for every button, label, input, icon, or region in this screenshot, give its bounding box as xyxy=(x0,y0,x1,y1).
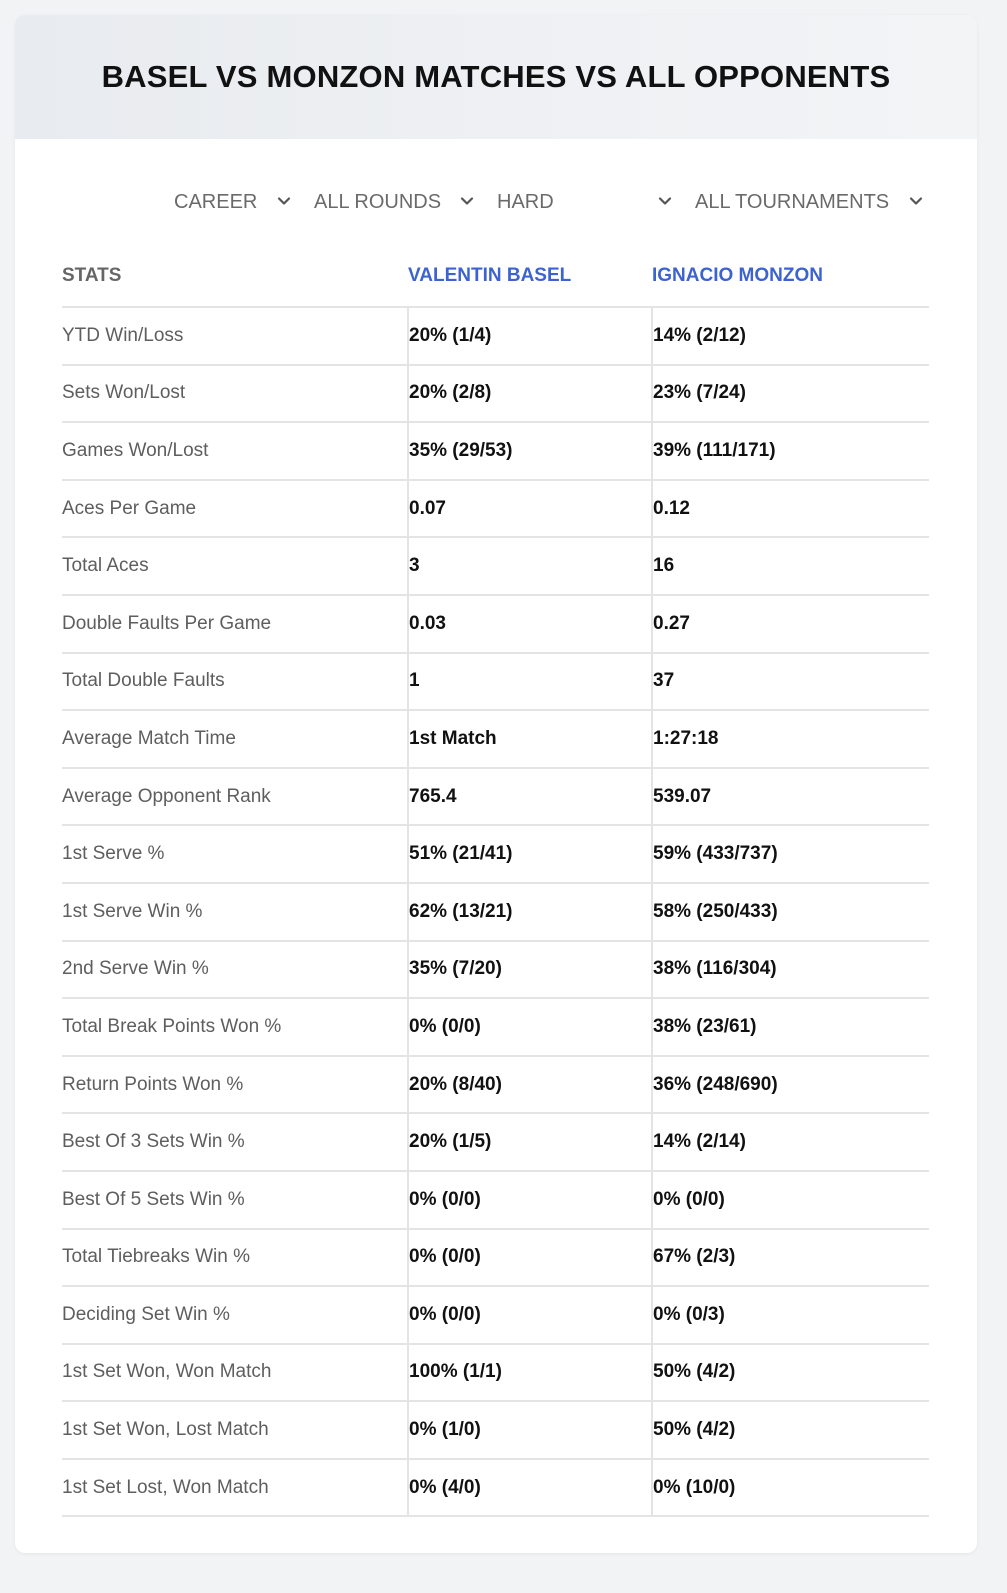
player2-value: 0% (0/3) xyxy=(652,1286,929,1344)
table-row xyxy=(62,1056,929,1114)
filter-label: ALL TOURNAMENTS xyxy=(695,190,890,213)
stat-label: Double Faults Per Game xyxy=(62,595,408,653)
table-row xyxy=(62,1459,929,1517)
table-row xyxy=(62,1113,929,1171)
chevron-down-icon xyxy=(909,194,923,208)
player2-value: 23% (7/24) xyxy=(652,365,929,423)
table-row xyxy=(62,998,929,1056)
player1-value: 0% (0/0) xyxy=(408,1229,652,1287)
table-row xyxy=(62,825,929,883)
page-title: BASEL VS MONZON MATCHES VS ALL OPPONENTS xyxy=(101,59,891,94)
table-row xyxy=(62,1286,929,1344)
surface-filter-select[interactable] xyxy=(497,187,554,217)
player2-value: 1:27:18 xyxy=(652,710,929,768)
career-filter-select[interactable] xyxy=(174,187,257,217)
tournaments-filter-select[interactable] xyxy=(695,187,889,217)
player1-value: 51% (21/41) xyxy=(408,825,652,883)
player2-value: 37 xyxy=(652,653,929,711)
player2-value: 0.27 xyxy=(652,595,929,653)
player1-value: 20% (8/40) xyxy=(408,1056,652,1114)
stat-label: Average Match Time xyxy=(62,710,408,768)
chevron-down-icon xyxy=(277,194,291,208)
player2-value: 16 xyxy=(652,537,929,595)
stat-label: Return Points Won % xyxy=(62,1056,408,1114)
player2-value: 67% (2/3) xyxy=(652,1229,929,1287)
stat-label: Average Opponent Rank xyxy=(62,768,408,826)
stat-label: 1st Set Won, Won Match xyxy=(62,1344,408,1402)
player1-value: 20% (1/4) xyxy=(408,307,652,365)
stat-label: Total Break Points Won % xyxy=(62,998,408,1056)
player1-value: 0.03 xyxy=(408,595,652,653)
stat-label: YTD Win/Loss xyxy=(62,307,408,365)
player1-value: 765.4 xyxy=(408,768,652,826)
table-row xyxy=(62,595,929,653)
h2h-stats-card xyxy=(15,15,977,1553)
table-row xyxy=(62,941,929,999)
player2-value: 50% (4/2) xyxy=(652,1401,929,1459)
stat-label: 1st Set Won, Lost Match xyxy=(62,1401,408,1459)
player2-value: 39% (111/171) xyxy=(652,422,929,480)
player1-value: 100% (1/1) xyxy=(408,1344,652,1402)
player2-value: 0.12 xyxy=(652,480,929,538)
table-row xyxy=(62,480,929,538)
table-row xyxy=(62,1229,929,1287)
player1-value: 0% (0/0) xyxy=(408,1171,652,1229)
stat-label: Deciding Set Win % xyxy=(62,1286,408,1344)
player2-value: 59% (433/737) xyxy=(652,825,929,883)
player2-value: 539.07 xyxy=(652,768,929,826)
player2-value: 50% (4/2) xyxy=(652,1344,929,1402)
stat-label: 1st Set Lost, Won Match xyxy=(62,1459,408,1517)
player1-value: 35% (7/20) xyxy=(408,941,652,999)
player2-value: 14% (2/14) xyxy=(652,1113,929,1171)
table-row xyxy=(62,1171,929,1229)
table-row xyxy=(62,653,929,711)
player2-value: 38% (116/304) xyxy=(652,941,929,999)
stat-label: 1st Serve % xyxy=(62,825,408,883)
table-row xyxy=(62,1401,929,1459)
table-row xyxy=(62,307,929,365)
chevron-down-icon xyxy=(460,194,474,208)
stat-label: Total Double Faults xyxy=(62,653,408,711)
chevron-down-icon xyxy=(658,194,672,208)
stats-column-header: STATS xyxy=(62,265,122,286)
player1-value: 1 xyxy=(408,653,652,711)
player1-value: 20% (1/5) xyxy=(408,1113,652,1171)
stat-label: Aces Per Game xyxy=(62,480,408,538)
player2-column-header[interactable]: IGNACIO MONZON xyxy=(652,265,823,286)
table-row xyxy=(62,537,929,595)
player1-value: 0.07 xyxy=(408,480,652,538)
table-row xyxy=(62,1344,929,1402)
player1-value: 0% (0/0) xyxy=(408,998,652,1056)
player2-value: 38% (23/61) xyxy=(652,998,929,1056)
player1-value: 1st Match xyxy=(408,710,652,768)
player1-value: 35% (29/53) xyxy=(408,422,652,480)
stat-label: Best Of 5 Sets Win % xyxy=(62,1171,408,1229)
table-row xyxy=(62,710,929,768)
player2-value: 0% (10/0) xyxy=(652,1459,929,1517)
player1-value: 0% (4/0) xyxy=(408,1459,652,1517)
stat-label: 2nd Serve Win % xyxy=(62,941,408,999)
table-row xyxy=(62,768,929,826)
rounds-filter-select[interactable] xyxy=(314,187,441,217)
stats-table xyxy=(62,306,929,1517)
player1-value: 0% (0/0) xyxy=(408,1286,652,1344)
stat-label: Total Aces xyxy=(62,537,408,595)
player2-value: 36% (248/690) xyxy=(652,1056,929,1114)
filter-label: HARD xyxy=(497,190,554,213)
filter-bar xyxy=(15,187,977,217)
card-header xyxy=(15,15,977,139)
stat-label: Sets Won/Lost xyxy=(62,365,408,423)
stats-table-header xyxy=(15,265,977,289)
player2-value: 0% (0/0) xyxy=(652,1171,929,1229)
player1-value: 62% (13/21) xyxy=(408,883,652,941)
stat-label: Best Of 3 Sets Win % xyxy=(62,1113,408,1171)
player2-value: 58% (250/433) xyxy=(652,883,929,941)
stat-label: Total Tiebreaks Win % xyxy=(62,1229,408,1287)
player1-value: 0% (1/0) xyxy=(408,1401,652,1459)
player1-value: 20% (2/8) xyxy=(408,365,652,423)
stat-label: Games Won/Lost xyxy=(62,422,408,480)
player1-column-header[interactable]: VALENTIN BASEL xyxy=(408,265,572,286)
player1-value: 3 xyxy=(408,537,652,595)
filter-label: CAREER xyxy=(174,190,258,213)
stat-label: 1st Serve Win % xyxy=(62,883,408,941)
player2-value: 14% (2/12) xyxy=(652,307,929,365)
table-row xyxy=(62,365,929,423)
filter-label: ALL ROUNDS xyxy=(314,190,442,213)
table-row xyxy=(62,422,929,480)
table-row xyxy=(62,883,929,941)
